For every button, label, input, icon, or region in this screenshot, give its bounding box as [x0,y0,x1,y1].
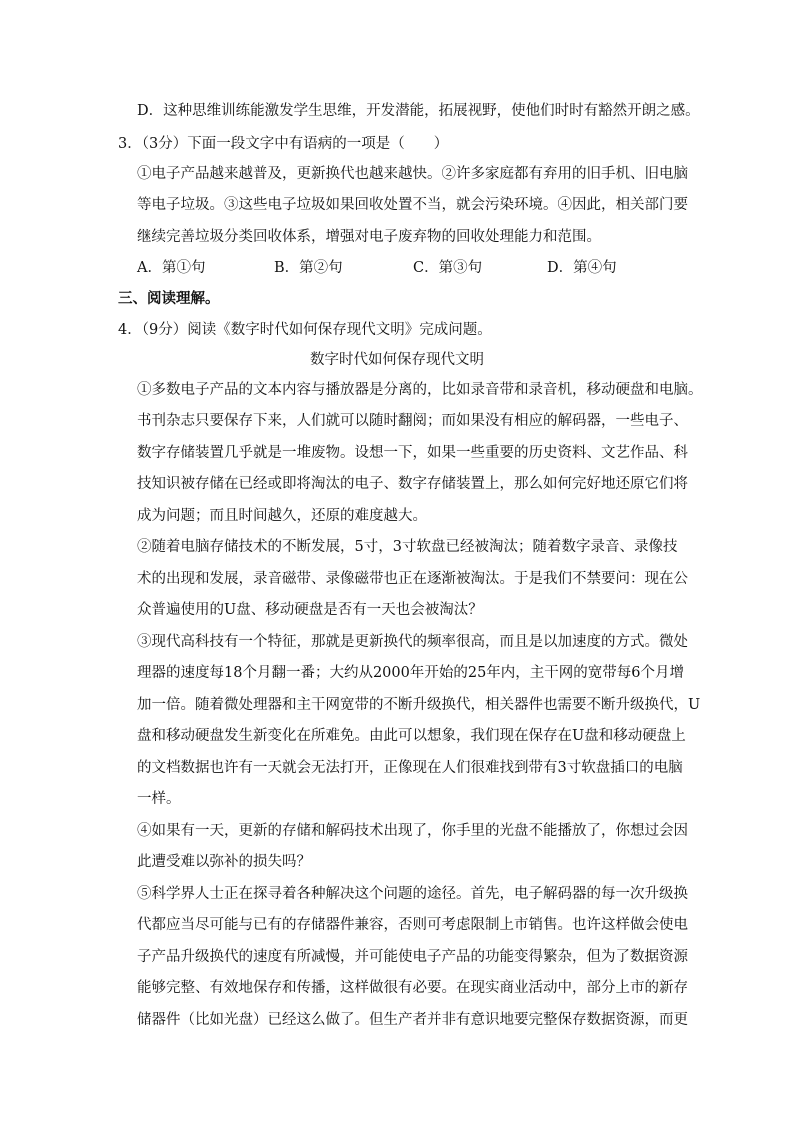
paragraph-3-line-1: ③现代高科技有一个特征，那就是更新换代的频率很高，而且是以加速度的方式。微处 [137,634,688,650]
question-3-option-d: D．第④句 [547,260,617,276]
section-heading-reading: 三、阅读理解。 [118,290,220,307]
question-3-option-b: B．第②句 [274,260,343,276]
paragraph-1-line-2: 书刊杂志只要保存下来，人们就可以随时翻阅；而如果没有相应的解码器，一些电子、 [137,413,688,429]
question-3-option-a: A．第①句 [137,260,206,276]
paragraph-4-line-2: 此遭受难以弥补的损失吗？ [137,854,311,870]
paragraph-2-line-3: 众普遍使用的U盘、移动硬盘是否有一天也会被淘汰？ [137,602,483,618]
paragraph-3-line-3: 加一倍。随着微处理器和主干网宽带的不断升级换代，相关器件也需要不断升级换代，U [137,697,701,713]
question-3-stem: 3．（3分）下面一段文字中有语病的一项是（ ） [118,136,449,152]
paragraph-2-line-1: ②随着电脑存储技术的不断发展，5寸，3寸软盘已经被淘汰；随着数字录音、录像技 [137,539,678,555]
paragraph-3-line-6: 一样。 [137,791,181,807]
paragraph-5-line-4: 能够完整、有效地保存和传播，这样做很有必要。在现实商业活动中，部分上市的新存 [137,980,688,996]
paragraph-1-line-5: 成为问题；而且时间越久，还原的难度越大。 [137,508,427,524]
question-3-option-c: C．第③句 [413,260,483,276]
paragraph-5-line-3: 子产品升级换代的速度有所减慢，并可能使电子产品的功能变得繁杂，但为了数据资源 [137,949,688,965]
question-2-option-d: D．这种思维训练能激发学生思维，开发潜能，拓展视野，使他们时时有豁然开朗之感。 [137,103,700,119]
paragraph-5-line-5: 储器件（比如光盘）已经这么做了。但生产者并非有意识地要完整保存数据资源，而更 [137,1012,688,1028]
paragraph-5-line-1: ⑤科学界人士正在探寻着各种解决这个问题的途径。首先，电子解码器的每一次升级换 [137,886,688,902]
question-3-passage-line-1: ①电子产品越来越普及，更新换代也越来越快。②许多家庭都有弃用的旧手机、旧电脑 [137,166,688,182]
paragraph-1-line-3: 数字存储装置几乎就是一堆废物。设想一下，如果一些重要的历史资料、文艺作品、科 [137,445,688,461]
paragraph-3-line-4: 盘和移动硬盘发生新变化在所难免。由此可以想象，我们现在保存在U盘和移动硬盘上 [137,728,686,744]
paragraph-3-line-2: 理器的速度每18个月翻一番；大约从2000年开始的25年内，主干网的宽带每6个月增 [137,665,685,681]
question-4-stem: 4．（9分）阅读《数字时代如何保存现代文明》完成问题。 [118,322,492,338]
paragraph-1-line-4: 技知识被存储在已经或即将淘汰的电子、数字存储装置上，那么如何完好地还原它们将 [137,476,688,492]
paragraph-4-line-1: ④如果有一天，更新的存储和解码技术出现了，你手里的光盘不能播放了，你想过会因 [137,823,688,839]
article-title: 数字时代如何保存现代文明 [310,352,484,368]
paragraph-5-line-2: 代都应当尽可能与已有的存储器件兼容，否则可考虑限制上市销售。也许这样做会使电 [137,917,688,933]
paragraph-3-line-5: 的文档数据也许有一天就会无法打开，正像现在人们很难找到带有3寸软盘插口的电脑 [137,760,683,776]
question-3-passage-line-2: 等电子垃圾。③这些电子垃圾如果回收处置不当，就会污染环境。④因此，相关部门要 [137,197,688,213]
paragraph-2-line-2: 术的出现和发展，录音磁带、录像磁带也正在逐渐被淘汰。于是我们不禁要问：现在公 [137,571,688,587]
paragraph-1-line-1: ①多数电子产品的文本内容与播放器是分离的，比如录音带和录音机，移动硬盘和电脑。 [137,382,703,398]
question-3-passage-line-3: 继续完善垃圾分类回收体系，增强对电子废弃物的回收处理能力和范围。 [137,229,601,245]
